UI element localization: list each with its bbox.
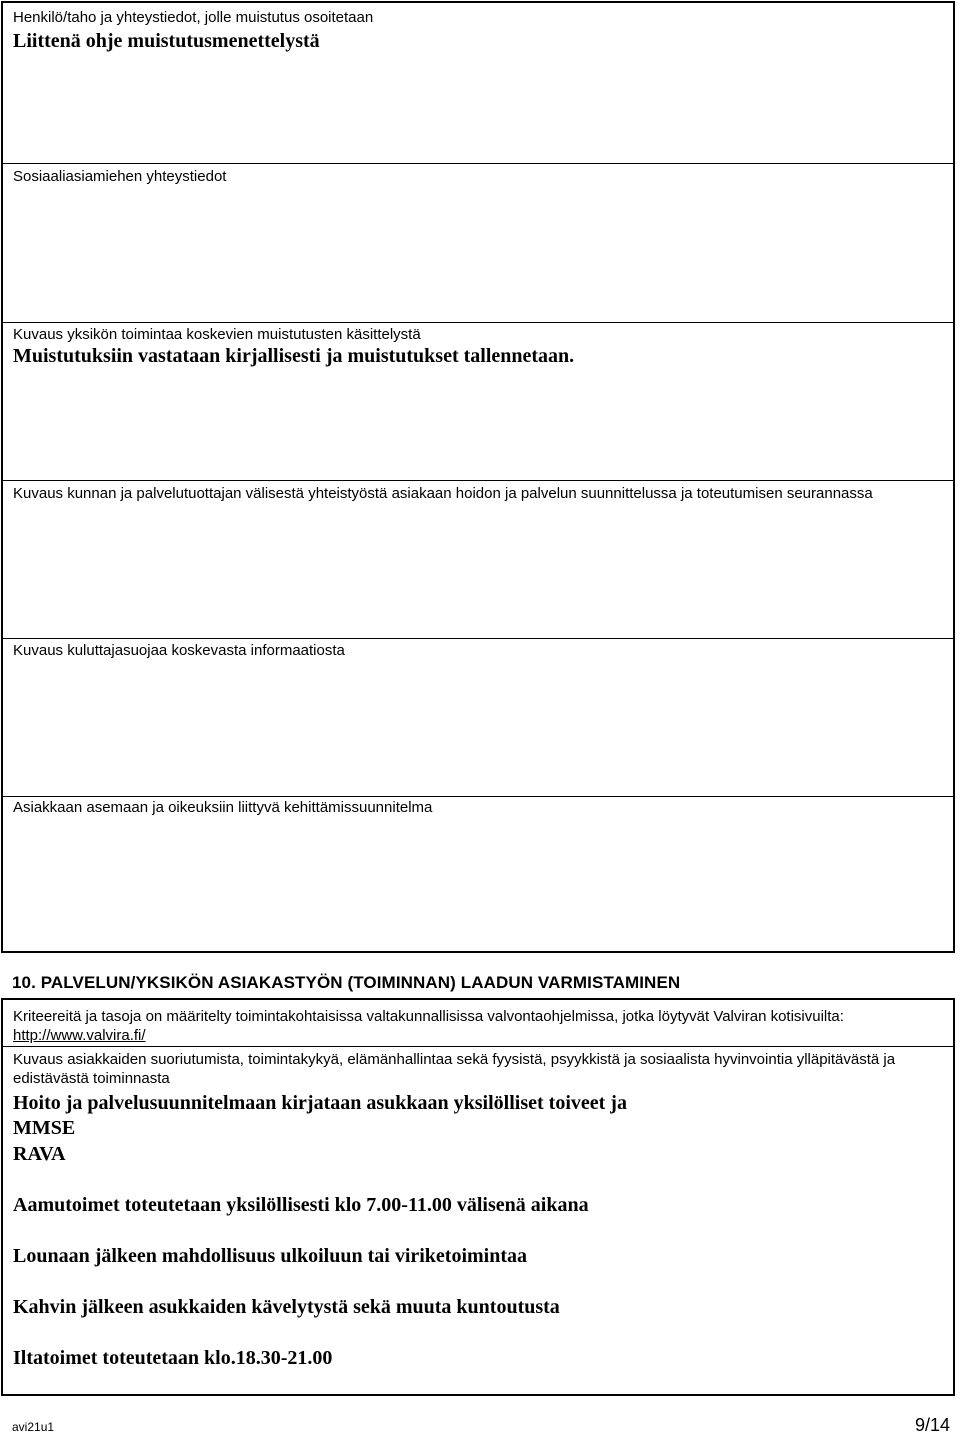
wellbeing-line-4: Aamutoimet toteutetaan yksilöllisesti klo 7.00-11.00 välisenä aikana	[13, 1194, 589, 1216]
wellbeing-line-5: Lounaan jälkeen mahdollisuus ulkoiluun tai viriketoimintaa	[13, 1245, 528, 1267]
document-code: avi21u1	[12, 1420, 55, 1434]
page-number: 9/14	[914, 1415, 950, 1435]
ombudsman-cell	[3, 163, 953, 322]
contact-value: Liittenä ohje muistutusmenettelystä	[13, 30, 320, 52]
form-section-10	[1, 998, 955, 1396]
wellbeing-line-1: Hoito ja palvelusuunnitelmaan kirjataan asukkaan yksilölliset toiveet ja	[13, 1092, 627, 1114]
contact-cell	[3, 3, 953, 163]
cooperation-cell	[3, 480, 953, 638]
form-section-top	[1, 1, 955, 953]
wellbeing-line-2: MMSE	[13, 1117, 76, 1139]
ombudsman-label: Sosiaaliasiamiehen yhteystiedot	[13, 168, 227, 185]
consumer-info-cell	[3, 638, 953, 796]
wellbeing-line-3: RAVA	[13, 1143, 66, 1165]
criteria-cell	[3, 1000, 953, 1046]
criteria-text: Kriteereitä ja tasoja on määritelty toimintakohtaisissa valtakunnallisissa valvontaohjelmissa, jotka löytyvät Valviran kotisivuilta:	[13, 1008, 844, 1025]
wellbeing-line-7: Iltatoimet toteutetaan klo.18.30-21.00	[13, 1347, 333, 1369]
development-plan-label: Asiakkaan asemaan ja oikeuksiin liittyvä kehittämissuunnitelma	[13, 799, 433, 816]
contact-label: Henkilö/taho ja yhteystiedot, jolle muistutus osoitetaan	[13, 9, 374, 26]
wellbeing-cell	[3, 1046, 953, 1394]
development-plan-cell	[3, 796, 953, 951]
criteria-text-wrap	[13, 1007, 943, 1045]
section-10-heading: 10. PALVELUN/YKSIKÖN ASIAKASTYÖN (TOIMINNAN) LAADUN VARMISTAMINEN	[12, 973, 681, 992]
valvira-link[interactable]: http://www.valvira.fi/	[13, 1027, 146, 1044]
consumer-info-label: Kuvaus kuluttajasuojaa koskevasta informaatiosta	[13, 642, 345, 659]
complaints-value: Muistutuksiin vastataan kirjallisesti ja muistutukset tallennetaan.	[13, 345, 575, 367]
wellbeing-label: Kuvaus asiakkaiden suoriutumista, toimintakykyä, elämänhallintaa sekä fyysistä, psyykkistä ja sosiaalista hyvinvointia ylläpitävästä ja edistävästä toiminnasta	[13, 1051, 896, 1087]
complaints-label: Kuvaus yksikön toimintaa koskevien muistutusten käsittelystä	[13, 326, 421, 343]
complaints-cell	[3, 322, 953, 480]
cooperation-label: Kuvaus kunnan ja palvelutuottajan välisestä yhteistyöstä asiakaan hoidon ja palvelun suunnittelussa ja toteutumisen seurannassa	[13, 485, 873, 502]
wellbeing-line-6: Kahvin jälkeen asukkaiden kävelytystä sekä muuta kuntoutusta	[13, 1296, 560, 1318]
